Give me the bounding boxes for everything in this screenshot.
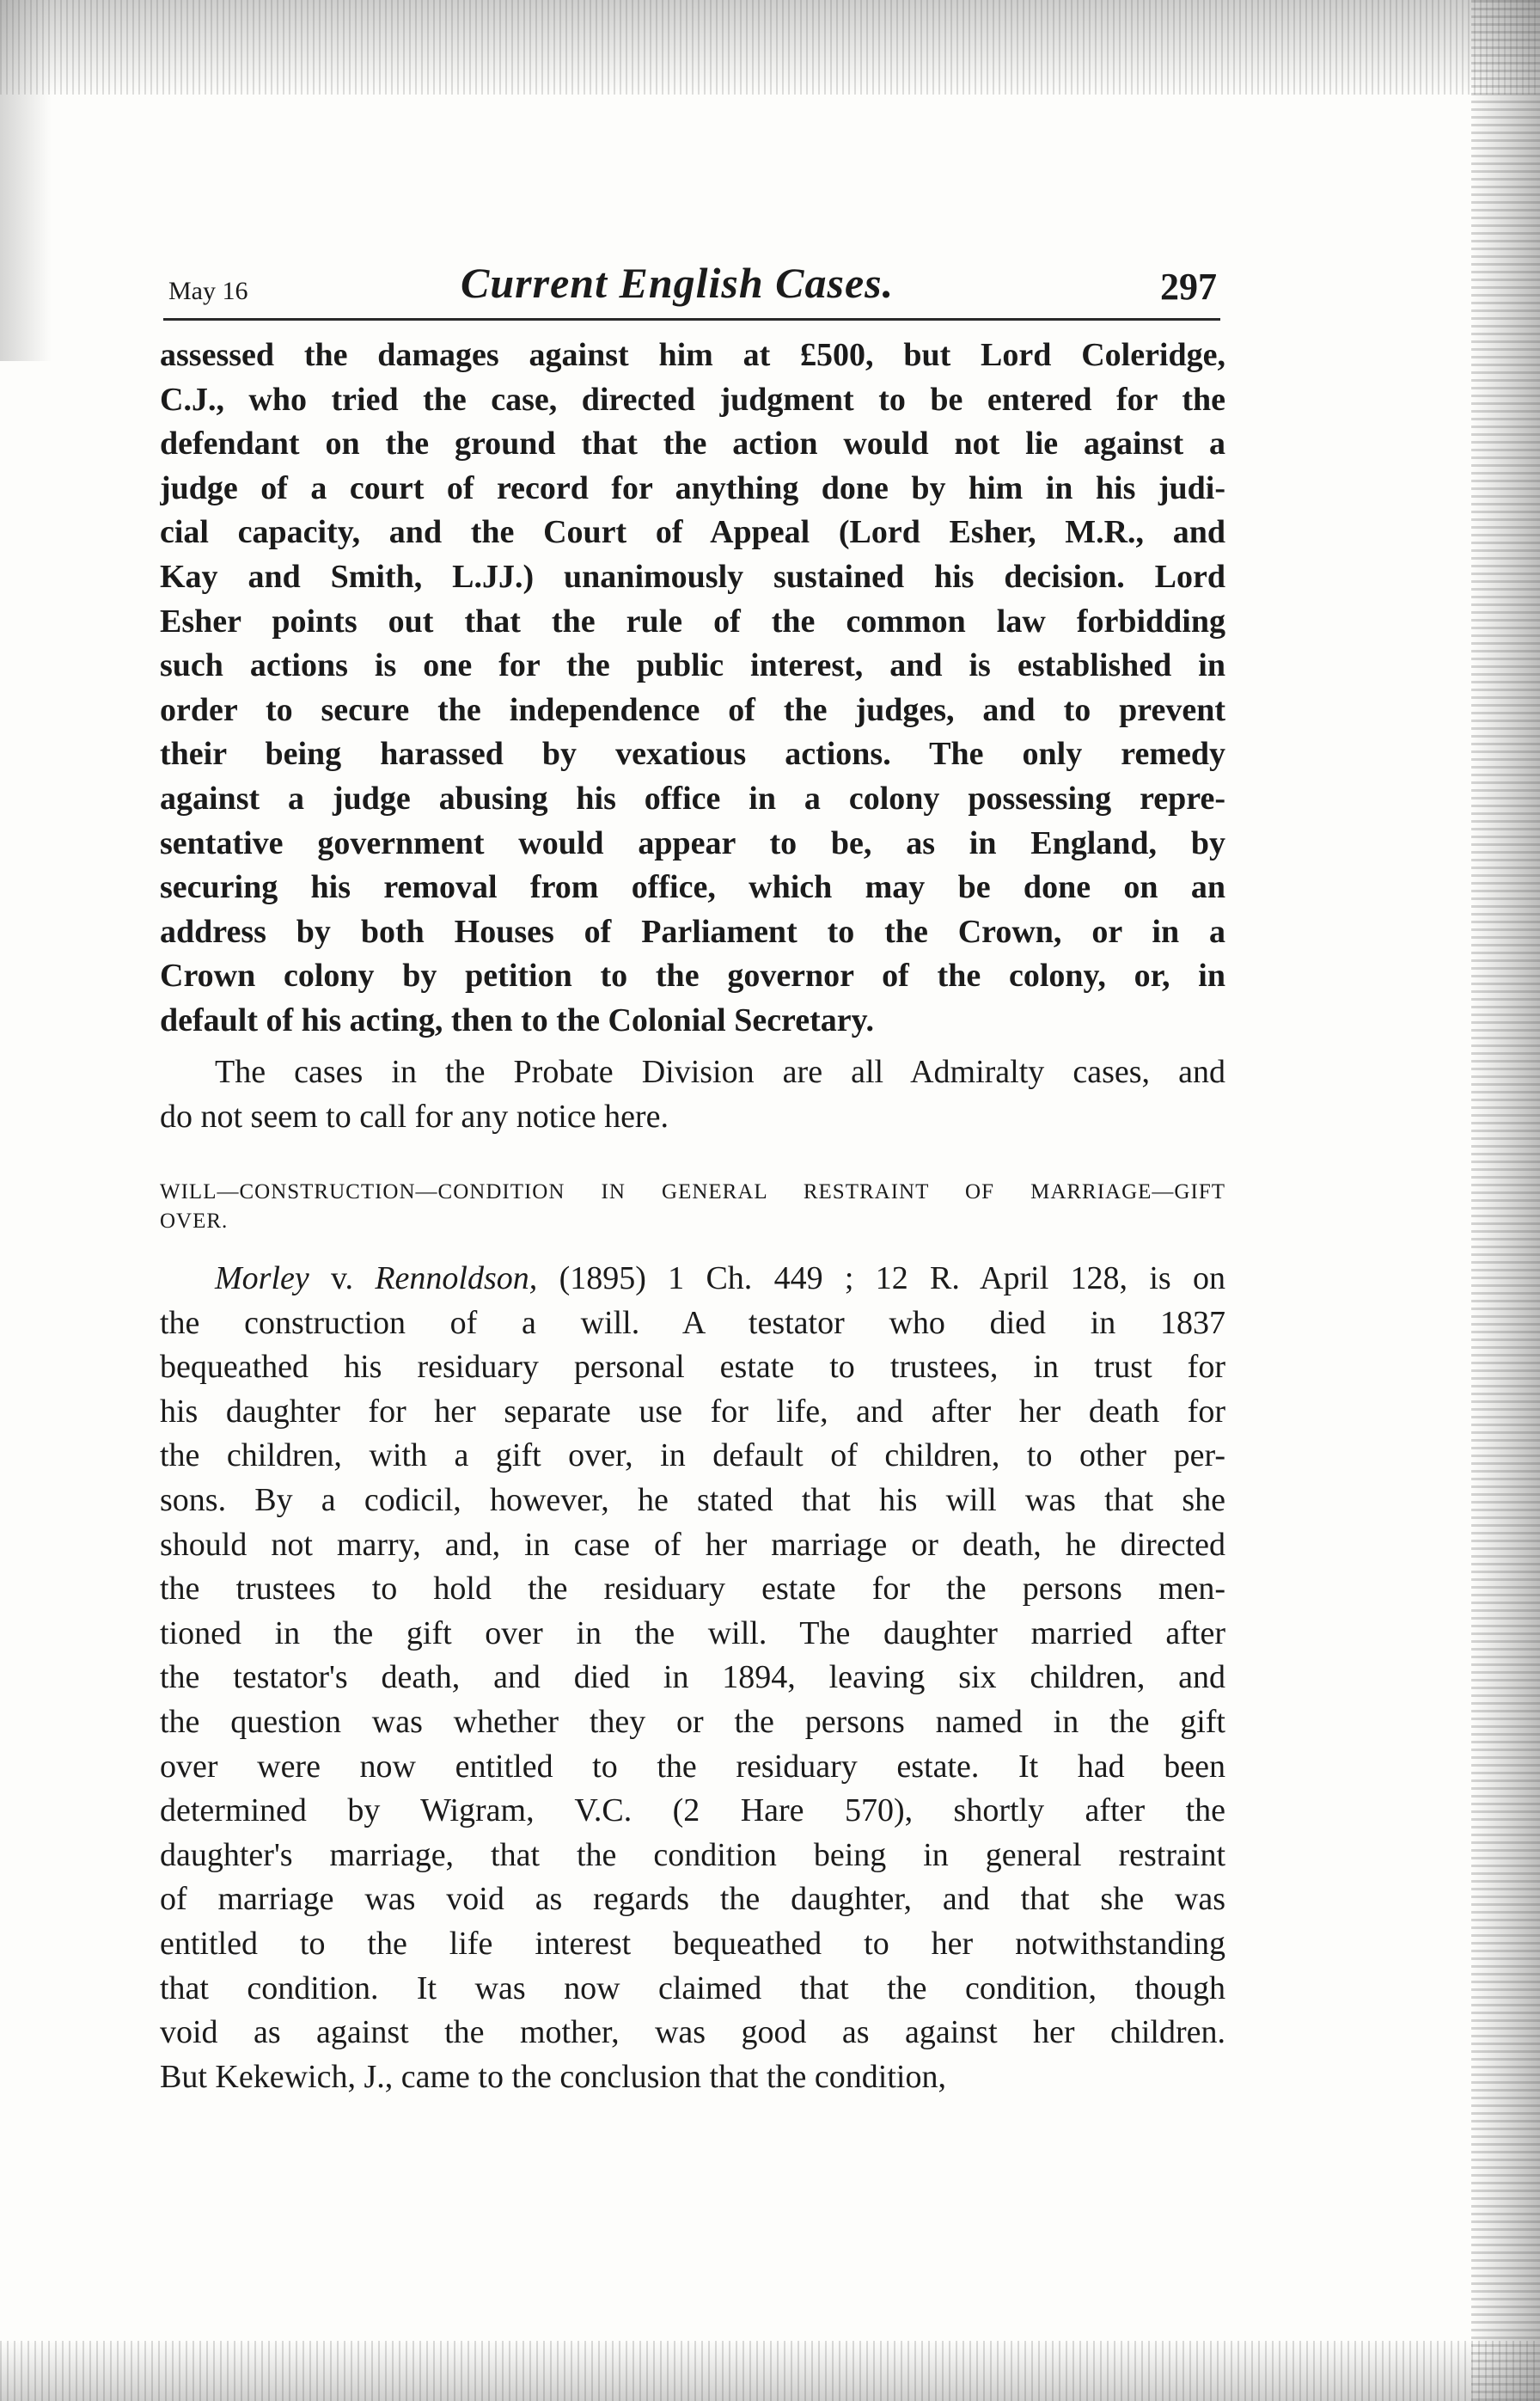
text-line: default of his acting, then to the Colonial Secretary. <box>160 1001 875 1038</box>
paragraph-continued <box>160 334 1225 1044</box>
citation-text: (1895) 1 Ch. 449 ; 12 R. April 128, is on <box>537 1260 1225 1296</box>
heading-line: WILL—CONSTRUCTION—CONDITION IN GENERAL RESTRAINT OF MARRIAGE—GIFT <box>160 1180 1225 1204</box>
text-line: Crown colony by petition to the governor of the colony, or, in <box>160 958 1225 995</box>
text-line <box>160 1257 1225 1302</box>
text-line: the question was whether they or the persons named in the gift <box>160 1703 1225 1740</box>
text-line: tioned in the gift over in the will. The daughter married after <box>160 1614 1225 1651</box>
text-line: that condition. It was now claimed that the condition, though <box>160 1969 1225 2006</box>
text-line: such actions is one for the public interest, and is established in <box>160 647 1225 684</box>
text-line: assessed the damages against him at £500, but Lord Coleridge, <box>160 337 1225 373</box>
text-line: judge of a court of record for anything done by him in his judi- <box>160 469 1225 506</box>
text-line: entitled to the life interest bequeathed to her notwithstanding <box>160 1925 1225 1962</box>
text-line: bequeathed his residuary personal estate to trustees, in trust for <box>160 1349 1225 1386</box>
text-line: But Kekewich, J., came to the conclusion that the condition, <box>160 2058 946 2095</box>
text-line: The cases in the Probate Division are all Admiralty cases, and <box>215 1054 1225 1090</box>
text-line: do not seem to call for any notice here. <box>160 1098 669 1135</box>
text-line: sons. By a codicil, however, he stated that his will was that she <box>160 1481 1225 1518</box>
text-line: cial capacity, and the Court of Appeal (Lord Esher, M.R., and <box>160 514 1225 551</box>
text-line: defendant on the ground that the action would not lie against a <box>160 426 1225 462</box>
running-head <box>168 258 1217 311</box>
text-line: determined by Wigram, V.C. (2 Hare 570), shortly after the <box>160 1792 1225 1829</box>
text-line: order to secure the independence of the judges, and to prevent <box>160 691 1225 728</box>
text-line: their being harassed by vexatious actions. The only remedy <box>160 736 1225 773</box>
text-line: void as against the mother, was good as against her children. <box>160 2014 1225 2051</box>
running-head-date: May 16 <box>168 277 248 305</box>
paragraph-morley-case <box>160 1257 1225 2099</box>
section-heading <box>160 1178 1225 1236</box>
text-line: the construction of a will. A testator who died in 1837 <box>160 1304 1225 1341</box>
scan-edge-bottom <box>0 2341 1540 2401</box>
text-line: address by both Houses of Parliament to the Crown, or in a <box>160 913 1225 950</box>
text-line: the trustees to hold the residuary estate for the persons men- <box>160 1571 1225 1608</box>
case-name: Morley <box>215 1260 309 1296</box>
text-line: over were now entitled to the residuary estate. It had been <box>160 1748 1225 1785</box>
scan-edge-left <box>0 0 52 361</box>
header-rule <box>163 318 1220 321</box>
text-line: Kay and Smith, L.JJ.) unanimously sustained his decision. Lord <box>160 558 1225 595</box>
text-line: his daughter for her separate use for life, and after her death for <box>160 1393 1225 1430</box>
heading-line: OVER. <box>160 1210 229 1233</box>
running-head-title: Current English Cases. <box>461 259 895 307</box>
text-line: the testator's death, and died in 1894, leaving six children, and <box>160 1659 1225 1696</box>
paragraph-probate-division <box>160 1050 1225 1139</box>
scan-edge-top <box>0 0 1540 95</box>
text-line: sentative government would appear to be, as in England, by <box>160 824 1225 861</box>
text-line: C.J., who tried the case, directed judgment to be entered for the <box>160 381 1225 418</box>
text-line: the children, with a gift over, in default of children, to other per- <box>160 1437 1225 1474</box>
text-line: against a judge abusing his office in a colony possessing repre- <box>160 780 1225 817</box>
versus-text: v. <box>309 1260 376 1296</box>
text-line: Esher points out that the rule of the common law forbidding <box>160 603 1225 640</box>
case-name: Rennoldson, <box>375 1260 538 1296</box>
text-line: of marriage was void as regards the daughter, and that she was <box>160 1881 1225 1918</box>
text-line: should not marry, and, in case of her marriage or death, he directed <box>160 1526 1225 1563</box>
page-number: 297 <box>1160 266 1217 308</box>
scan-edge-right <box>1471 0 1540 2401</box>
text-line: daughter's marriage, that the condition being in general restraint <box>160 1836 1225 1873</box>
text-line: securing his removal from office, which may be done on an <box>160 869 1225 906</box>
